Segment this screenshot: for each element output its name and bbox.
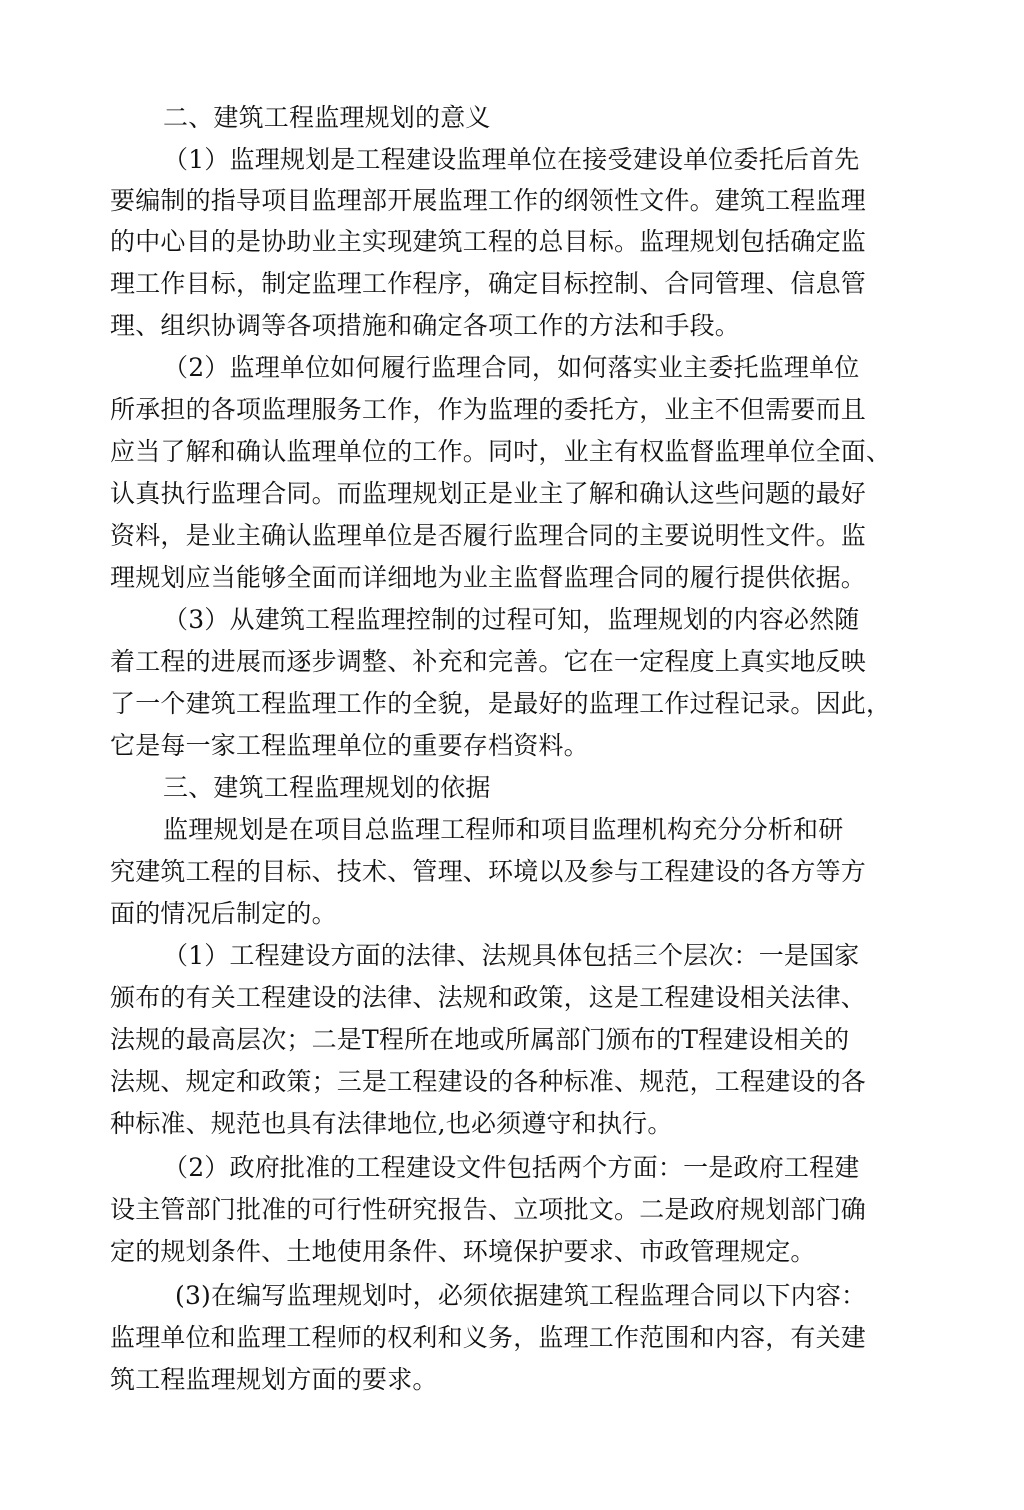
paragraph-line: 了一个建筑工程监理工作的全貌，是最好的监理工作过程记录。因此， [110,689,892,718]
paragraph-line: 理、组织协调等各项措施和确定各项工作的方法和手段。 [110,311,741,340]
paragraph-line: 理工作目标，制定监理工作程序，确定目标控制、合同管理、信息管 [110,269,867,298]
paragraph-line: 监理规划是在项目总监理工程师和项目监理机构充分分析和研 [163,815,844,844]
paragraph-line: （1）监理规划是工程建设监理单位在接受建设单位委托后首先 [163,145,860,174]
paragraph-line: 设主管部门批准的可行性研究报告、立项批文。二是政府规划部门确 [110,1195,867,1224]
section-heading: 二、建筑工程监理规划的意义 [163,103,491,132]
paragraph-line: 究建筑工程的目标、技术、管理、环境以及参与工程建设的各方等方 [110,857,867,886]
paragraph-line: 的中心目的是协助业主实现建筑工程的总目标。监理规划包括确定监 [110,227,867,256]
paragraph-line: 法规、规定和政策；三是工程建设的各种标准、规范，工程建设的各 [110,1067,867,1096]
paragraph-line: (3)在编写监理规划吋，必须依据建筑工程监理合同以下内容： [175,1281,867,1310]
paragraph-line: （2）监理单位如何履行监理合同，如何落实业主委托监理单位 [163,353,860,382]
paragraph-line: 监理单位和监理工程师的权利和义务，监理工作范围和内容，有关建 [110,1323,867,1352]
paragraph-line: 筑工程监理规划方面的要求。 [110,1365,438,1394]
paragraph-line: （2）政府批准的工程建设文件包括两个方面：一是政府工程建 [163,1153,860,1182]
paragraph-line: 所承担的各项监理服务工作，作为监理的委托方，业主不但需要而且 [110,395,867,424]
paragraph-line: 要编制的指导项目监理部开展监理工作的纲领性文件。建筑工程监理 [110,186,867,215]
paragraph-line: 它是每一家工程监理单位的重要存档资料。 [110,731,589,760]
paragraph-line: 着工程的进展而逐步调整、补充和完善。它在一定程度上真实地反映 [110,647,867,676]
paragraph-line: 应当了解和确认监理单位的工作。同吋，业主有权监督监理单位全面、 [110,437,892,466]
paragraph-line: 法规的最高层次；二是T程所在地或所属部门颁布的T程建设相关的 [110,1025,850,1054]
paragraph-line: 颁布的有关工程建设的法律、法规和政策，这是工程建设相关法律、 [110,983,867,1012]
section-heading: 三、建筑工程监理规划的依据 [163,773,491,802]
paragraph-line: （3）从建筑工程监理控制的过程可知，监理规划的内容必然随 [163,605,860,634]
paragraph-line: 认真执行监理合同。而监理规划正是业主了解和确认这些问题的最好 [110,479,867,508]
paragraph-line: 种标准、规范也具有法律地位,也必须遵守和执行。 [110,1109,673,1138]
paragraph-line: 资料，是业主确认监理单位是否履行监理合同的主要说明性文件。监 [110,521,867,550]
paragraph-line: 理规划应当能够全面而详细地为业主监督监理合同的履行提供依据。 [110,563,867,592]
paragraph-line: （1）工程建设方面的法律、法规具体包括三个层次：一是国家 [163,941,860,970]
paragraph-line: 面的情况后制定的。 [110,899,337,928]
paragraph-line: 定的规划条件、土地使用条件、环境保护要求、市政管理规定。 [110,1237,816,1266]
